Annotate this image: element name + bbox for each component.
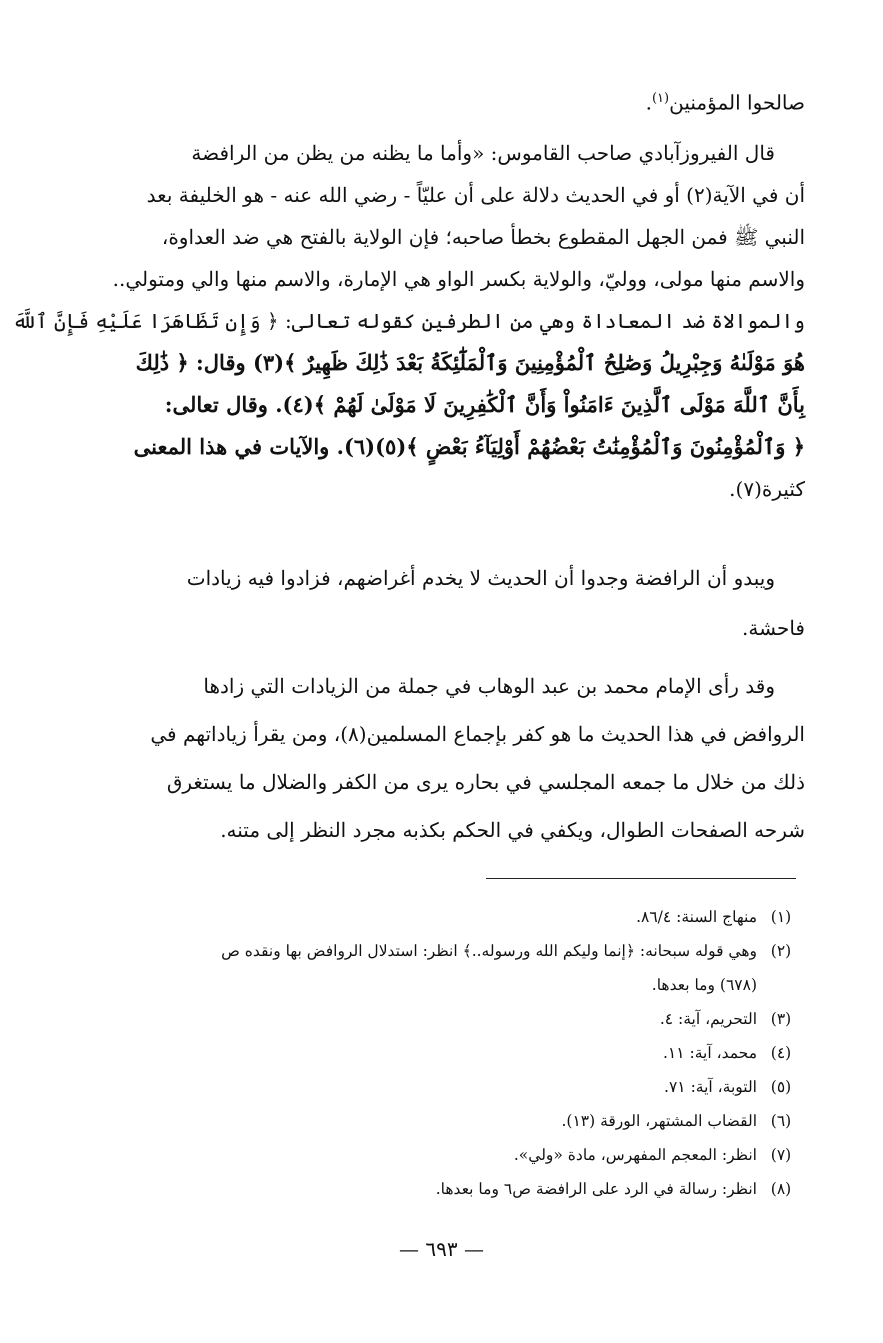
footnotes-section [105,900,805,1206]
paragraph-firuzabadi [12,132,805,510]
footnote-text: انظر: رسالة في الرد على الرافضة ص٦ وما بعدها. [435,1180,757,1198]
footnote-item [105,1104,805,1138]
footnote-item [105,968,805,1002]
footnote-number: (٤) [770,1044,792,1062]
paragraph-line: الروافض في هذا الحديث ما هو كفر بإجماع المسلمين(٨)، ومن يقرأ زياداتهم في [150,722,805,746]
paragraph-line: ويبدو أن الرافضة وجدوا أن الحديث لا يخدم أغراضهم، فزادوا فيه زيادات [186,566,775,590]
footnote-text: التوبة، آية: ٧١. [664,1078,757,1096]
footnote-item [105,1002,805,1036]
footnote-text: القضاب المشتهر، الورقة (١٣). [561,1112,757,1130]
page-number: — ٦٩٣ — [399,1237,484,1261]
footnote-number: (٣) [770,1010,792,1028]
paragraph-line: النبي ﷺ فمن الجهل المقطوع بخطأ صاحبه؛ فإن الولاية بالفتح هي ضد العداوة، [161,225,805,249]
footnote-number: (١) [770,908,792,926]
footnote-divider [486,878,796,879]
footnote-item [105,1070,805,1104]
paragraph-line: شرحه الصفحات الطوال، ويكفي في الحكم بكذبه مجرد النظر إلى متنه. [220,818,805,842]
paragraph-rafida-additions [110,553,805,653]
footnote-number: (٧) [770,1146,792,1164]
quran-verse-line: ﴿ وَٱلْمُؤْمِنُونَ وَٱلْمُؤْمِنَٰتُ بَعْضُهُمْ أَوْلِيَآءُ بَعْضٍ ﴾(٥)(٦). والآيات في هذا المعنى [133,434,805,459]
quran-verse-line: بِأَنَّ ٱللَّهَ مَوْلَى ٱلَّذِينَ ءَامَنُواْ وَأَنَّ ٱلْكَٰفِرِينَ لَا مَوْلَىٰ لَهُمْ ﴾(٤). وقال تعالى: [164,392,805,417]
footnote-item [105,934,805,968]
paragraph-line: فاحشة. [742,616,805,640]
opening-period: . [645,90,652,115]
footnote-text: انظر: المعجم المفهرس، مادة «ولي». [513,1146,757,1164]
footnote-text: محمد، آية: ١١. [662,1044,757,1062]
footnote-item [105,1036,805,1070]
footnote-text: (٦٧٨) وما بعدها. [651,976,757,994]
paragraph-line: وقد رأى الإمام محمد بن عبد الوهاب في جملة من الزيادات التي زادها [203,674,775,698]
footnote-number: (٨) [770,1180,792,1198]
footnote-text: وهي قوله سبحانه: ﴿إنما وليكم الله ورسوله..﴾ انظر: استدلال الروافض بها ونقده ص [221,942,757,960]
footnote-number: (٦) [770,1112,792,1130]
paragraph-line: والموالاة ضد المعاداة وهي من الطرفين كقوله تعالى: ﴿ وَإِن تَظَاهَرَا عَلَيْهِ فَإِنَّ ٱللَّهَ [12,309,805,333]
footnote-item [105,900,805,934]
footnote-item [105,1172,805,1206]
opening-text: صالحوا المؤمنين [669,90,805,115]
paragraph-line: أن في الآية(٢) أو في الحديث دلالة على أن عليّاً - رضي الله عنه - هو الخليفة بعد [146,183,805,207]
footnote-text: منهاج السنة: ٨٦/٤. [636,908,757,926]
opening-line [110,78,805,124]
paragraph-line: والاسم منها مولى، ووليّ، والولاية بكسر الواو هي الإمارة، والاسم منها والي ومتولي.. [112,267,805,291]
footnote-number: (٢) [770,942,792,960]
footnote-ref: (١) [651,91,670,106]
footnote-text: التحريم، آية: ٤. [659,1010,757,1028]
paragraph-line: قال الفيروزآبادي صاحب القاموس: «وأما ما يظنه من يظن من الرافضة [191,141,775,165]
footnote-number: (٥) [770,1078,792,1096]
quran-verse-line: هُوَ مَوْلَىٰهُ وَجِبْرِيلُ وَصَٰلِحُ ٱلْمُؤْمِنِينَ وَٱلْمَلَٰٓئِكَةُ بَعْدَ ذَٰلِكَ ظَهِيرٌ ﴾(٣) وقال: ﴿ ذَٰلِكَ [135,350,805,375]
paragraph-imam [110,662,805,854]
paragraph-line: كثيرة(٧). [729,477,805,501]
footnote-item [105,1138,805,1172]
paragraph-line: ذلك من خلال ما جمعه المجلسي في بحاره يرى من الكفر والضلال ما يستغرق [166,770,805,794]
